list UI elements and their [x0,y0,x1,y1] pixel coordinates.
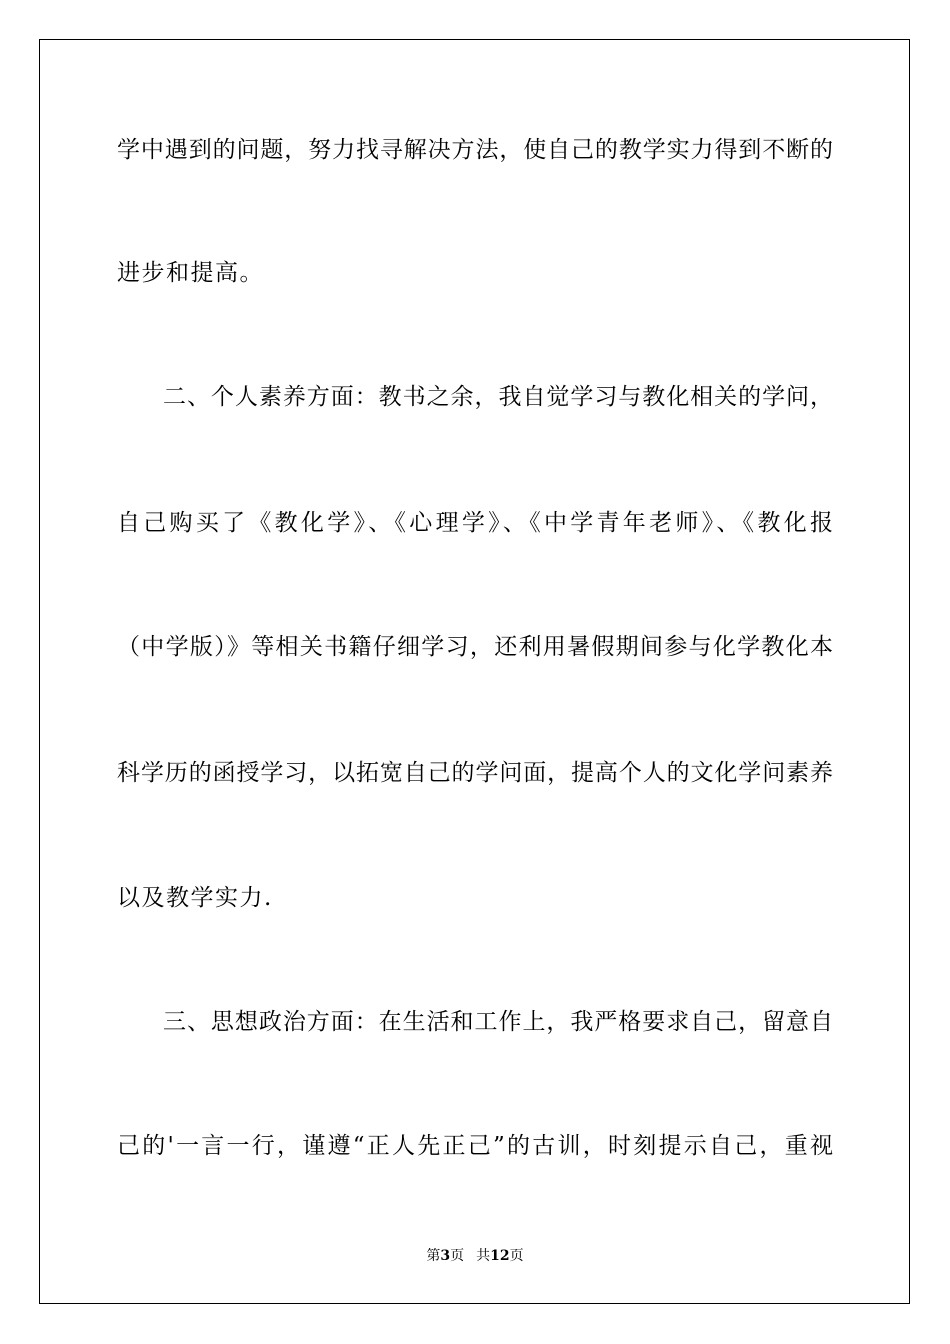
page-border [39,39,910,1304]
body-line-8: 三、思想政治方面：在生活和工作上，我严格要求自己，留意自 [163,1009,833,1035]
body-line-3: 二、个人素养方面：教书之余，我自觉学习与教化相关的学问， [163,384,833,410]
footer-page-number: 3 [440,1248,451,1264]
body-line-9: 己的'一言一行，谨遵“正人先正己”的古训，时刻提示自己，重视 [117,1133,833,1159]
body-line-5: （中学版）》等相关书籍仔细学习，还利用暑假期间参与化学教化本 [117,634,833,660]
footer-total-prefix: 共 [476,1248,491,1264]
footer-page-suffix: 页 [450,1248,465,1264]
body-line-7: 以及教学实力. [117,885,273,911]
body-line-2: 进步和提高。 [117,260,264,286]
body-line-4: 自己购买了《教化学》、《心理学》、《中学青年老师》、《教化报 [117,510,833,536]
body-line-6: 科学历的函授学习，以拓宽自己的学问面，提高个人的文化学问素养 [117,760,833,786]
footer-total-number: 12 [490,1248,510,1264]
page-footer [0,1247,950,1265]
body-line-1: 学中遇到的问题，努力找寻解决方法，使自己的教学实力得到不断的 [117,137,833,163]
footer-total-suffix: 页 [509,1248,524,1264]
footer-page-prefix: 第 [426,1248,441,1264]
